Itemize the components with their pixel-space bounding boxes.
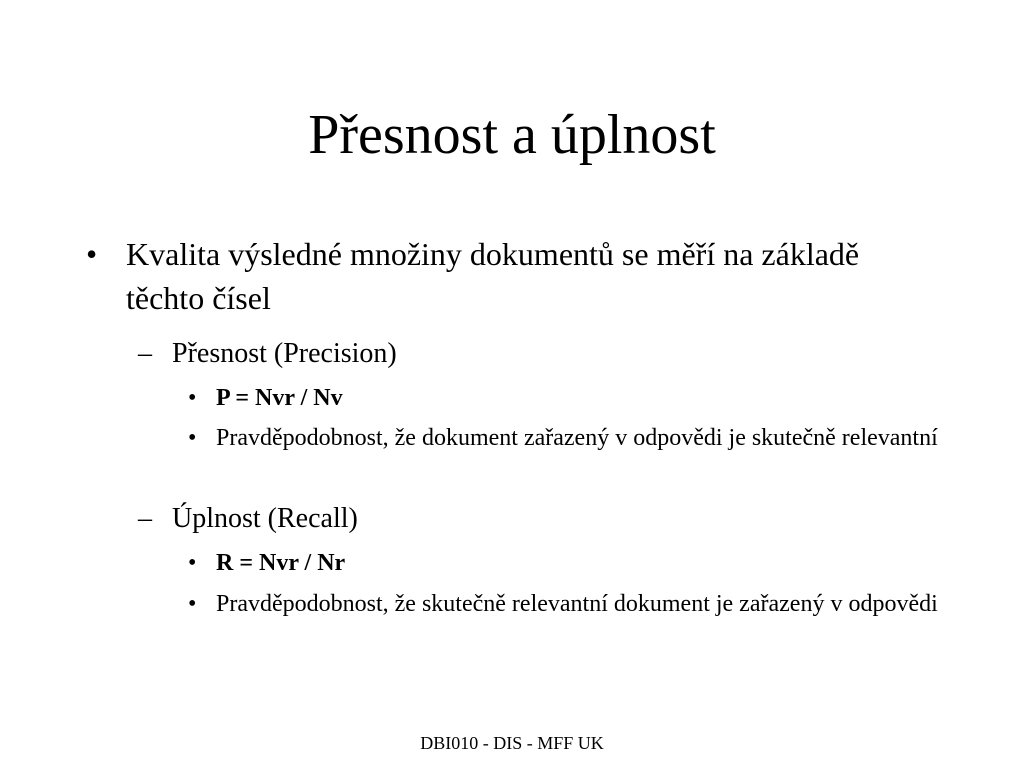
recall-definition — [188, 588, 948, 620]
bullet-marker: • — [188, 550, 197, 576]
bullet-marker: • — [86, 236, 98, 272]
precision-definition — [188, 422, 948, 454]
sub-bullet-recall — [138, 501, 898, 537]
slide-title: Přesnost a úplnost — [308, 104, 716, 166]
recall-formula — [188, 547, 948, 579]
formula-text: P = Nvr / Nv — [216, 385, 343, 411]
slide-footer: DBI010 - DIS - MFF UK — [420, 733, 604, 753]
definition-text: Pravděpodobnost, že skutečně relevantní dokument je zařazený v odpovědi — [216, 591, 938, 617]
dash-marker: – — [138, 503, 152, 534]
precision-formula — [188, 382, 948, 414]
definition-text: Pravděpodobnost, že dokument zařazený v odpovědi je skutečně relevantní — [216, 425, 938, 451]
bullet-marker: • — [188, 591, 197, 617]
sub-bullet-text: Přesnost (Precision) — [172, 338, 397, 369]
bullet-text: Kvalita výsledné množiny dokumentů se měří na základě těchto čísel — [126, 236, 860, 316]
bullet-marker: • — [188, 425, 197, 451]
dash-marker: – — [138, 338, 152, 369]
bullet-marker: • — [188, 385, 197, 411]
sub-bullet-precision — [138, 336, 898, 372]
formula-text: R = Nvr / Nr — [216, 550, 346, 576]
bullet-quality — [86, 232, 926, 320]
sub-bullet-text: Úplnost (Recall) — [172, 503, 358, 534]
